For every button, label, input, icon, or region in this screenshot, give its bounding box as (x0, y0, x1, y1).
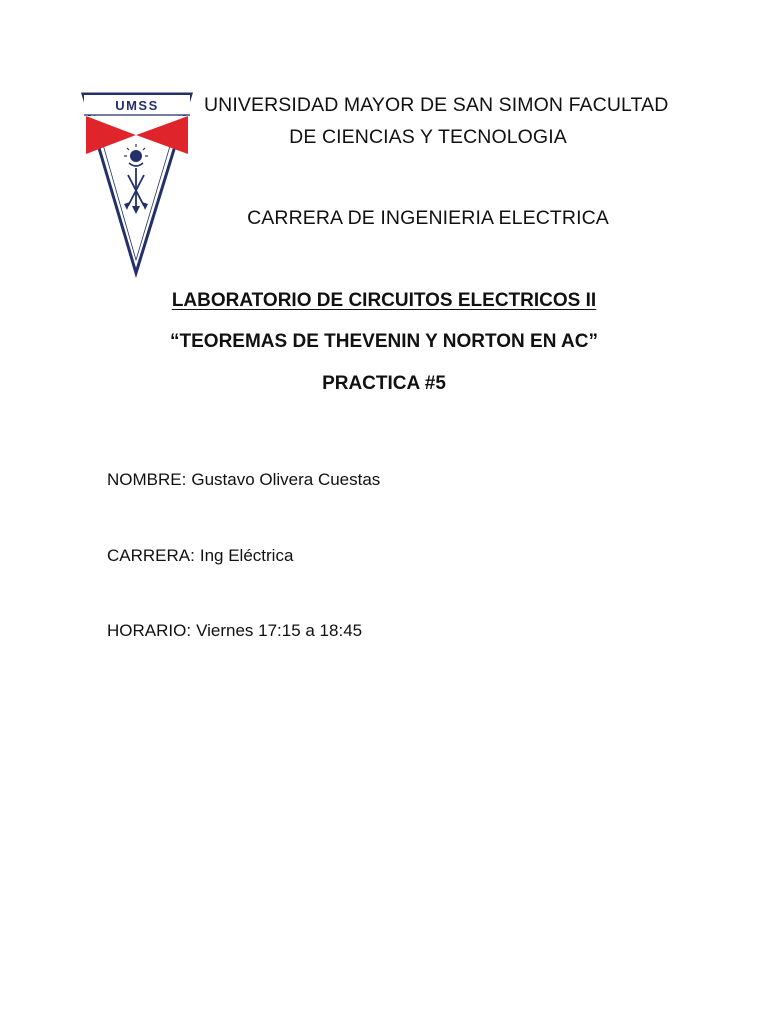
schedule-field (107, 621, 362, 641)
career-value: Ing Eléctrica (199, 546, 294, 565)
svg-text:UMSS: UMSS (115, 98, 159, 113)
theorem-title: “TEOREMAS DE THEVENIN Y NORTON EN AC” (170, 331, 598, 352)
student-name-label: NOMBRE: (107, 470, 187, 489)
university-name-line2: DE CIENCIAS Y TECNOLOGIA (289, 126, 567, 148)
career-heading: CARRERA DE INGENIERIA ELECTRICA (247, 207, 609, 229)
student-name-value: Gustavo Olivera Cuestas (191, 470, 381, 489)
student-name-field (107, 470, 380, 490)
career-label: CARRERA: (107, 546, 195, 565)
practice-title: PRACTICA #5 (322, 373, 446, 394)
schedule-label: HORARIO: (107, 621, 192, 640)
career-field (107, 546, 293, 566)
schedule-value: Viernes 17:15 a 18:45 (196, 621, 363, 640)
lab-title: LABORATORIO DE CIRCUITOS ELECTRICOS II (171, 290, 597, 311)
umss-logo (80, 90, 194, 278)
university-name-line1: UNIVERSIDAD MAYOR DE SAN SIMON FACULTAD (204, 94, 669, 116)
